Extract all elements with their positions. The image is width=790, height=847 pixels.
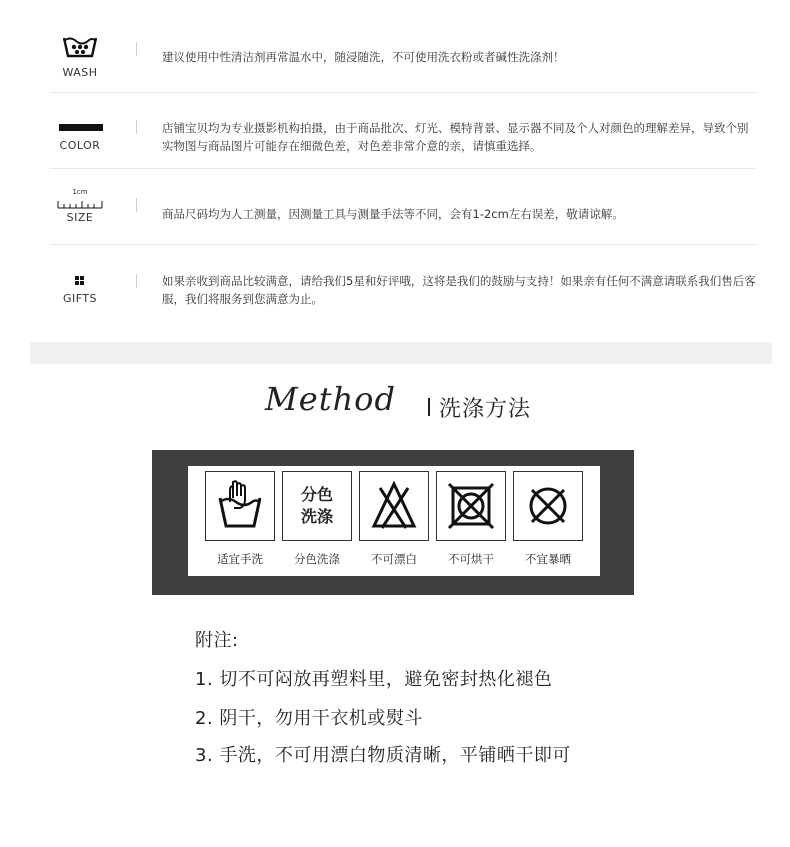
color-text: 店铺宝贝均为专业摄影机构拍摄，由于商品批次、灯光、模特背景、显示器不同及个人对颜色的理解差异，导致个别实物图与商品图片可能存在细微色差，对色差非常介意的亲，请慎重选择。 [162, 121, 749, 153]
method-title [265, 380, 565, 428]
care-label: 不可漂白 [371, 552, 417, 566]
care-label: 分色洗涤 [294, 552, 340, 566]
color-bar-icon [59, 124, 103, 131]
care-label: 不宜暴晒 [525, 552, 571, 566]
separator [136, 274, 137, 288]
color-caption: COLOR [59, 139, 101, 152]
gifts-block [52, 244, 108, 320]
symbol-box [436, 471, 506, 541]
care-label: 不可烘干 [448, 552, 494, 566]
hand-wash-icon [206, 472, 274, 540]
gift-squares-icon [75, 276, 85, 286]
care-symbol-separate-wash [282, 471, 352, 567]
wash-basin-icon [60, 32, 100, 60]
care-symbol-no-bleach [359, 471, 429, 567]
care-symbol-no-tumble-dry [436, 471, 506, 567]
size-block [52, 168, 108, 244]
symbol-box [359, 471, 429, 541]
note-item: 3. 手洗，不可用漂白物质清晰，平铺晒干即可 [195, 745, 571, 766]
care-symbol-no-sun-dry [513, 471, 583, 567]
ruler-label: 1cm [72, 188, 88, 196]
symbol-box [205, 471, 275, 541]
title-bar [428, 398, 430, 416]
ruler-icon [56, 198, 104, 210]
color-block [52, 92, 108, 168]
separator [136, 42, 137, 56]
symbol-text-top: 分色 [300, 485, 333, 504]
size-caption: SIZE [66, 211, 94, 224]
care-symbols-card [188, 466, 600, 576]
separator [136, 120, 137, 134]
no-tumble-dry-icon [437, 472, 505, 540]
method-title-cn: 洗涤方法 [439, 397, 532, 422]
care-symbol-hand-wash [205, 471, 275, 567]
info-row-color [50, 92, 756, 169]
size-text: 商品尺码均为人工测量，因测量工具与测量手法等不同，会有1-2cm左右误差，敬请谅解。 [162, 207, 624, 221]
wash-block [52, 16, 108, 92]
symbol-text-bottom: 洗涤 [300, 507, 333, 526]
notes-heading: 附注: [195, 630, 239, 651]
wash-text: 建议使用中性清洁剂再常温水中，随浸随洗，不可使用洗衣粉或者碱性洗涤剂！ [162, 50, 565, 64]
method-title-script: Method [265, 380, 396, 418]
no-bleach-icon [360, 472, 428, 540]
info-row-size [50, 168, 756, 245]
separator [136, 198, 137, 212]
care-label: 适宜手洗 [217, 552, 263, 566]
info-row-gifts [50, 244, 756, 320]
note-item: 1. 切不可闷放再塑料里，避免密封热化褪色 [195, 669, 553, 690]
symbol-box [513, 471, 583, 541]
separate-wash-icon [282, 471, 352, 541]
section-divider [30, 342, 772, 364]
note-item: 2. 阴干，勿用干衣机或熨斗 [195, 708, 423, 729]
info-row-wash [50, 16, 756, 93]
no-sun-dry-icon [514, 472, 582, 540]
wash-caption: WASH [62, 66, 98, 79]
gifts-caption: GIFTS [62, 292, 98, 305]
gifts-text: 如果亲收到商品比较满意，请给我们5星和好评哦，这将是我们的鼓励与支持！如果亲有任何不满意请联系我们售后客服，我们将服务到您满意为止。 [162, 274, 756, 306]
care-symbols-panel [152, 450, 634, 595]
